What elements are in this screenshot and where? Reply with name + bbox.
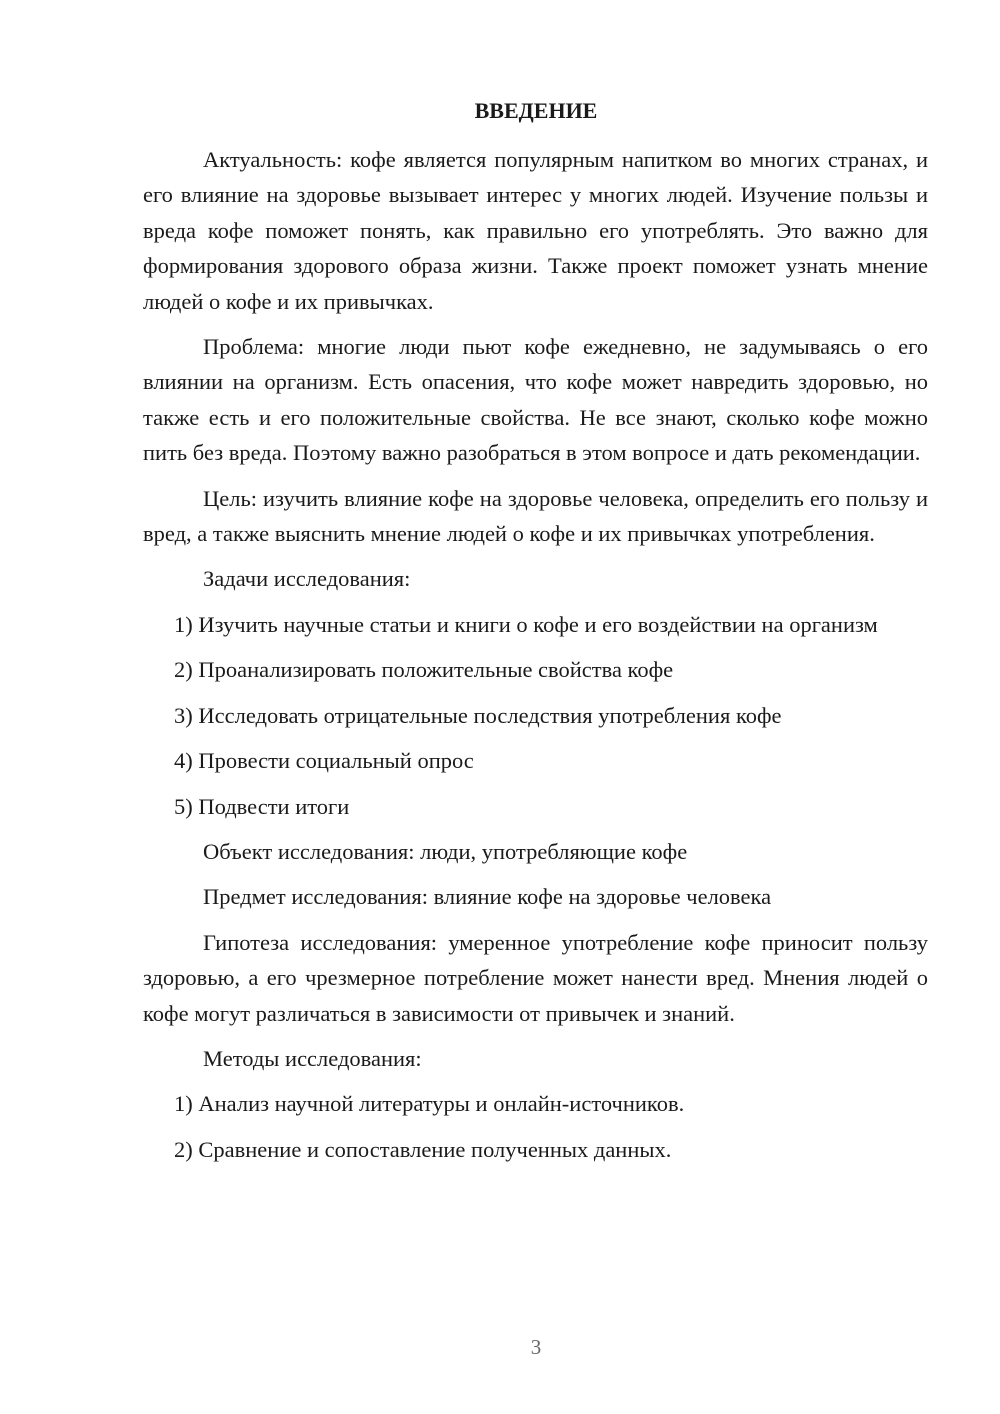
page-title: ВВЕДЕНИЕ (474, 98, 598, 123)
paragraph-goal: Цель: изучить влияние кофе на здоровье человека, определить его пользу и вред, а также выяснить мнение людей о кофе и их привычках употребления. (143, 485, 928, 547)
page-number: 3 (530, 1335, 542, 1359)
list-item: 5) Подвести итоги (174, 793, 350, 819)
paragraph-subject: Предмет исследования: влияние кофе на здоровье человека (203, 884, 772, 910)
methods-list (143, 1086, 928, 1167)
paragraph-object: Объект исследования: люди, употребляющие кофе (203, 838, 688, 864)
list-item: 3) Исследовать отрицательные последствия употребления кофе (174, 702, 782, 728)
paragraph-relevance: Актуальность: кофе является популярным напитком во многих странах, и его влияние на здоровье вызывает интерес у многих людей. Изучение пользы и вреда кофе поможет понять, как правильно его употреблять. Это важно для формирования здорового образа жизни. Также проект поможет узнать мнение людей о кофе и их привычках. (143, 147, 928, 314)
list-item: 2) Сравнение и сопоставление полученных данных. (174, 1136, 672, 1162)
tasks-list (143, 607, 928, 824)
list-item: 1) Анализ научной литературы и онлайн-источников. (174, 1091, 685, 1117)
document-body (143, 142, 928, 1177)
tasks-heading: Задачи исследования: (203, 566, 411, 592)
paragraph-hypothesis: Гипотеза исследования: умеренное употребление кофе приносит пользу здоровью, а его чрезмерное потребление может нанести вред. Мнения людей о кофе могут различаться в зависимости от привычек и знаний. (143, 929, 928, 1026)
methods-heading: Методы исследования: (203, 1045, 422, 1071)
list-item: 2) Проанализировать положительные свойства кофе (174, 657, 674, 683)
list-item: 4) Провести социальный опрос (174, 748, 474, 774)
list-item: 1) Изучить научные статьи и книги о кофе и его воздействии на организм (174, 611, 878, 637)
paragraph-problem: Проблема: многие люди пьют кофе ежедневно, не задумываясь о его влиянии на организм. Есть опасения, что кофе может навредить здоровью, но также есть и его положительные свойства. Не все знают, сколько кофе можно пить без вреда. Поэтому важно разобраться в этом вопросе и дать рекомендации. (143, 334, 928, 466)
